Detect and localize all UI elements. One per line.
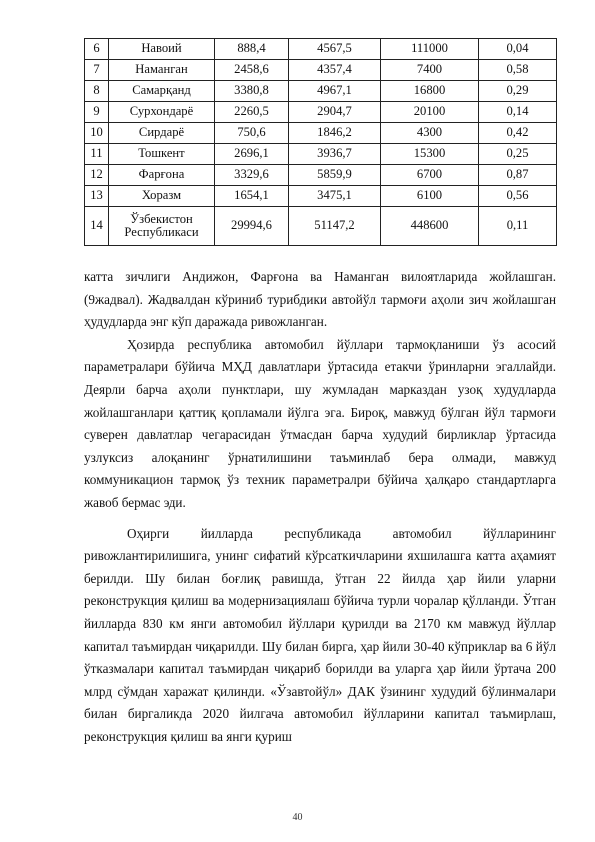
table-cell: 9	[85, 102, 109, 123]
table-cell: Фарғона	[109, 165, 215, 186]
statistics-table	[84, 38, 557, 246]
table-row	[85, 39, 557, 60]
table-cell: 1654,1	[215, 186, 289, 207]
table-cell: 448600	[381, 207, 479, 246]
table-cell: 5859,9	[289, 165, 381, 186]
table-cell: 7	[85, 60, 109, 81]
table-cell: 15300	[381, 144, 479, 165]
table-cell: Тошкент	[109, 144, 215, 165]
table-cell: 16800	[381, 81, 479, 102]
table-cell: 4967,1	[289, 81, 381, 102]
table-cell: 7400	[381, 60, 479, 81]
table-cell: 2458,6	[215, 60, 289, 81]
table-row	[85, 123, 557, 144]
table-cell: 6700	[381, 165, 479, 186]
table-row	[85, 144, 557, 165]
table-cell: Самарқанд	[109, 81, 215, 102]
table-row	[85, 81, 557, 102]
table-cell: 29994,6	[215, 207, 289, 246]
paragraph: катта зичлиги Андижон, Фарғона ва Наманган вилоятларида жойлашган. (9жадвал). Жадвалдан кўриниб турибдики автойўл тармоғи аҳоли зич жойлашган ҳудудларда энг кўп даражада ривожланган.	[84, 269, 556, 330]
table-cell: Ўзбекистон Республикаси	[109, 207, 215, 246]
table-cell: 0,87	[479, 165, 557, 186]
table-cell: 0,25	[479, 144, 557, 165]
table-cell: 6	[85, 39, 109, 60]
table-cell: Сурхондарё	[109, 102, 215, 123]
table-cell: 13	[85, 186, 109, 207]
table-cell: 4567,5	[289, 39, 381, 60]
table-cell: 3475,1	[289, 186, 381, 207]
table-cell: 2696,1	[215, 144, 289, 165]
table-row	[85, 165, 557, 186]
table-cell: 12	[85, 165, 109, 186]
table-cell: 2904,7	[289, 102, 381, 123]
table-cell: Навоий	[109, 39, 215, 60]
table-cell: 0,29	[479, 81, 557, 102]
table-cell: 14	[85, 207, 109, 246]
table-row	[85, 207, 557, 246]
paragraph: Оҳирги йилларда республикада автомобил йўлларининг ривожлантирилишига, унинг сифатий кўрсаткичларини яхшилашга катта аҳамият берилди. Шу билан боғлиқ равишда, ўтган 22 йилда ҳар йили уларни реконструкция қилиш ва модернизациялаш бўйича турли чоралар қўлланди. Ўтган йилларда 830 км янги автомобил йўллари қурилди ва 2170 км мавжуд йўллар капитал таъмирдан чиқарилди. Шу билан бирга, ҳар йили 30-40 кўприклар ва 6 йўл ўтказмалари капитал таъмирдан чиқариб борилди ва уларга ҳар йили ўртача 200 млрд сўмдан харажат қилинди. «Ўзавтойўл» ДАК ўзининг худудий бўлинмалари билан биргаликда 2020 йилгача автомобил йўлларини капитал таъмирлаш, реконструкция қилиш ва янги қуриш	[84, 525, 556, 744]
table-body	[85, 39, 557, 246]
table-cell: 4357,4	[289, 60, 381, 81]
table-cell: 20100	[381, 102, 479, 123]
table-cell: 1846,2	[289, 123, 381, 144]
table-cell: 888,4	[215, 39, 289, 60]
table-row	[85, 186, 557, 207]
paragraph: Ҳозирда республика автомобил йўллари тармоқланиши ўз асосий параметралари бўйича МҲД давлатлари ўртасида етакчи ўринларни эгаллайди. Деярли барча аҳоли пунктлари, шу жумладан марказдан узоқ худудларда жойлашганлари қаттиқ қопламали йўлга эга. Бироқ, мавжуд бўлган йўл тармоғи суверен давлатлар чегарасидан ўтмасдан барча худудий бирликлар ўртасида узлуксиз алоқанинг ўрнатилишини таъминлаб бера олмади, мавжуд коммуникацион тармоқ ўз техник параметралри бўйича ҳалқаро стандартларга жавоб бермас эди.	[84, 336, 556, 510]
table-cell: 3329,6	[215, 165, 289, 186]
table-cell: 51147,2	[289, 207, 381, 246]
table-cell: Сирдарё	[109, 123, 215, 144]
table-cell: 0,14	[479, 102, 557, 123]
table-cell: 11	[85, 144, 109, 165]
table-cell: Наманган	[109, 60, 215, 81]
table-cell: 8	[85, 81, 109, 102]
table-cell: 0,42	[479, 123, 557, 144]
table-cell: 0,04	[479, 39, 557, 60]
table-cell: 4300	[381, 123, 479, 144]
page-number: 40	[292, 812, 303, 823]
table-cell: 6100	[381, 186, 479, 207]
body-text	[84, 266, 556, 748]
table-row	[85, 102, 557, 123]
table-cell: 0,11	[479, 207, 557, 246]
table-cell: 3380,8	[215, 81, 289, 102]
table-cell: 0,56	[479, 186, 557, 207]
table-cell: 750,6	[215, 123, 289, 144]
table-row	[85, 60, 557, 81]
table-cell: 111000	[381, 39, 479, 60]
table-cell: 2260,5	[215, 102, 289, 123]
table-cell: 10	[85, 123, 109, 144]
table-cell: 3936,7	[289, 144, 381, 165]
table-cell: 0,58	[479, 60, 557, 81]
table-cell: Хоразм	[109, 186, 215, 207]
